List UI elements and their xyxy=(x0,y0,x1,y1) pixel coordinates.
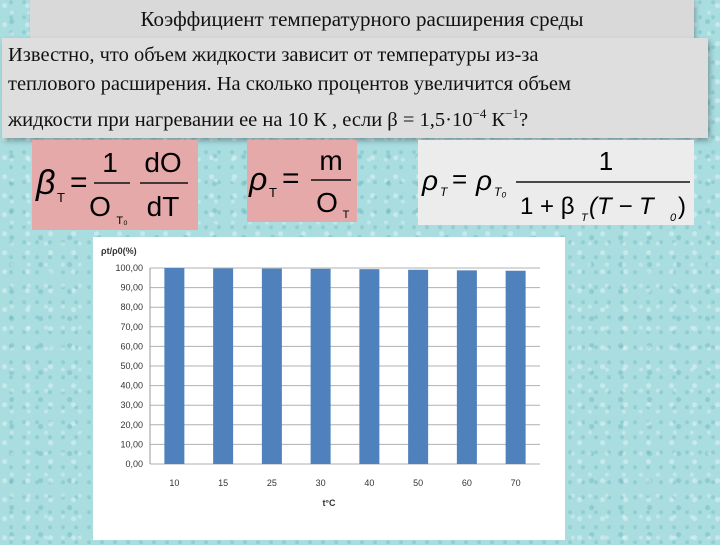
formula-expansion-coefficient xyxy=(32,140,198,230)
chart-x-tick-label: 10 xyxy=(169,478,180,488)
chart-y-tick-label: 40,00 xyxy=(120,380,143,391)
chart-y-tick-label: 80,00 xyxy=(120,302,143,313)
rhoT-denominator-start: 1 + β xyxy=(520,193,575,220)
rhoT-denominator-tail: (T − T xyxy=(589,193,654,220)
chart-bar xyxy=(359,269,379,464)
chart-bar xyxy=(408,270,428,464)
equals-sign-1: = xyxy=(70,166,88,199)
chart-x-axis-label: t°C xyxy=(322,498,336,508)
chart-y-tick-label: 70,00 xyxy=(120,321,143,332)
chart-bar xyxy=(506,271,526,464)
rho-subscript: T xyxy=(269,185,277,200)
chart-x-tick-label: 50 xyxy=(413,478,424,488)
exponent-minus-1: −1 xyxy=(505,106,520,121)
chart-y-tick-label: 60,00 xyxy=(120,341,143,352)
chart-x-tick-label: 25 xyxy=(266,478,277,488)
density-denominator-subscript: T xyxy=(342,209,350,221)
problem-line-3-text: жидкости при нагревании ее на 10 К , если β = 1,5·10 xyxy=(8,108,473,131)
density-ratio-bar-chart xyxy=(93,237,565,540)
chart-x-tick-label: 70 xyxy=(510,478,521,488)
fraction2-denominator: dT xyxy=(146,191,180,222)
equals-sign-2: = xyxy=(282,162,300,195)
fraction2-numerator: dO xyxy=(144,147,182,178)
rhoT-denominator-tail-subscript: 0 xyxy=(670,212,677,224)
formula-rhoT-svg xyxy=(418,140,694,225)
rhoT-symbol: ρ xyxy=(422,165,439,196)
beta-symbol: β xyxy=(36,164,56,202)
chart-x-tick-label: 40 xyxy=(364,478,375,488)
rhoT0-subscript: T₀ xyxy=(494,185,507,199)
rhoT-denominator-close: ) xyxy=(678,193,686,220)
formula-rho-svg xyxy=(247,140,357,222)
formula-density-vs-temperature xyxy=(418,140,694,225)
rhoT-numerator: 1 xyxy=(598,146,614,176)
chart-y-tick-label: 30,00 xyxy=(120,400,143,411)
problem-line-2: теплового расширения. На сколько процентов увеличится объем xyxy=(8,73,571,95)
equals-sign-3: = xyxy=(452,164,468,194)
chart-bar xyxy=(262,269,282,464)
slide-title: Коэффициент температурного расширения среды xyxy=(140,6,584,31)
fraction1-denominator-subscript: T₀ xyxy=(116,215,128,227)
slide-title-band xyxy=(30,0,694,38)
chart-y-tick-label: 50,00 xyxy=(120,361,143,371)
chart-panel xyxy=(93,237,565,540)
chart-x-tick-label: 15 xyxy=(218,478,229,488)
chart-bar xyxy=(457,270,477,464)
unit-kelvin: К xyxy=(486,108,506,131)
problem-text-box xyxy=(2,38,708,138)
chart-y-tick-label: 10,00 xyxy=(120,439,143,450)
chart-bar xyxy=(213,268,233,464)
chart-x-tick-label: 30 xyxy=(315,478,326,488)
chart-bar xyxy=(164,268,184,464)
fraction1-numerator: 1 xyxy=(102,147,118,178)
beta-subscript: T xyxy=(57,190,65,205)
exponent-minus-4: −4 xyxy=(472,106,487,121)
rho-symbol: ρ xyxy=(249,161,268,197)
chart-bar xyxy=(311,269,331,464)
problem-line-1: Известно, что объем жидкости зависит от температуры из-за xyxy=(8,44,539,66)
fraction1-denominator: O xyxy=(89,191,111,222)
problem-line-3 xyxy=(8,99,702,135)
rhoT-subscript: T xyxy=(440,185,448,199)
chart-y-tick-label: 90,00 xyxy=(120,282,143,293)
rhoT-denominator-subscript: T xyxy=(581,212,588,224)
formula-beta-svg xyxy=(32,140,198,230)
chart-y-tick-label: 20,00 xyxy=(120,419,143,430)
chart-y-tick-label: 0,00 xyxy=(125,459,143,469)
question-mark: ? xyxy=(519,108,529,131)
density-numerator: m xyxy=(319,145,343,176)
chart-y-axis-label: ρt/ρ0(%) xyxy=(101,246,137,256)
chart-x-tick-label: 60 xyxy=(461,478,472,488)
density-denominator: O xyxy=(316,187,338,218)
chart-y-tick-label: 100,00 xyxy=(115,263,143,273)
formula-density xyxy=(247,140,357,222)
rhoT0-symbol: ρ xyxy=(476,165,493,196)
